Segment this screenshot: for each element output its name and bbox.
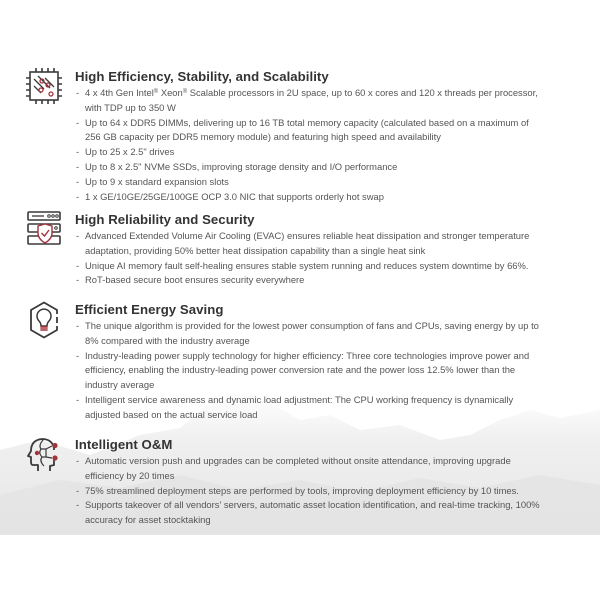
- bullet-item: - RoT-based secure boot ensures security everywhere: [76, 274, 305, 286]
- bullet-text: 75% streamlined deployment steps are performed by tools, improving deployment efficiency by 10 times.: [85, 484, 519, 496]
- bullet-item: - 4 x 4th Gen Intel® Xeon® Scalable processors in 2U space, up to 60 x cores and 120 x threads per processor, with TDP up to 350 W: [76, 87, 538, 113]
- bullet-list: [75, 319, 545, 423]
- bullet-item: - Industry-leading power supply technology for higher efficiency: Three core technologies improve power and efficiency, enabling the industry-leading power conversion rate and the power loss 12.5% lower than the industry average: [76, 349, 530, 391]
- bullet-text: Up to 64 x DDR5 DIMMs, delivering up to 16 TB total memory capacity (calculated based on a maximum of 256 GB capacity per DDR5 memory module) and featuring high speed and availability: [85, 116, 529, 143]
- bullet-list: [75, 454, 545, 528]
- bullet-item: - Up to 25 x 2.5" drives: [76, 146, 175, 158]
- section-title: Intelligent O&M: [75, 437, 173, 452]
- bullet-item: - 75% streamlined deployment steps are performed by tools, improving deployment efficiency by 10 times.: [76, 484, 519, 496]
- bullet-item: - 1 x GE/10GE/25GE/100GE OCP 3.0 NIC that supports orderly hot swap: [76, 190, 384, 202]
- bullet-text: The unique algorithm is provided for the lowest power consumption of fans and CPUs, saving energy by up to 8% compared with the industry average: [85, 320, 539, 346]
- section-title: High Efficiency, Stability, and Scalability: [75, 69, 329, 84]
- ai-head-icon: [24, 435, 64, 475]
- bullet-item: - Unique AI memory fault self-healing ensures stable system running and reduces system downtime by 66%.: [76, 259, 529, 271]
- section-title: Efficient Energy Saving: [75, 302, 224, 317]
- bullet-text: Intelligent service awareness and dynamic load adjustment: The CPU working frequency is dynamically adjusted based on the actual service load: [85, 393, 514, 420]
- bullet-item: - Automatic version push and upgrades can be completed without onsite attendance, improving upgrade efficiency by 20 times: [76, 455, 511, 481]
- bullet-item: - Up to 8 x 2.5" NVMe SSDs, improving storage density and I/O performance: [76, 160, 398, 172]
- bullet-text: Industry-leading power supply technology for higher efficiency: Three core technologies improve power and efficiency, enabling the industry-leading power conversion rate and the power loss 12.5% lower than the industry average: [85, 349, 530, 391]
- bullet-text: Advanced Extended Volume Air Cooling (EVAC) ensures reliable heat dissipation and stronger temperature adaptation, providing 50% better heat dissipation capability than a single heat sink: [85, 230, 530, 256]
- bullet-list: [75, 86, 545, 204]
- bullet-text: 1 x GE/10GE/25GE/100GE OCP 3.0 NIC that supports orderly hot swap: [85, 190, 384, 202]
- bullet-text: Automatic version push and upgrades can be completed without onsite attendance, improving upgrade efficiency by 20 times: [85, 455, 511, 481]
- lightbulb-hexagon-icon: [24, 300, 64, 340]
- bullet-item: - Advanced Extended Volume Air Cooling (EVAC) ensures reliable heat dissipation and stronger temperature adaptation, providing 50% better heat dissipation capability than a single heat sink: [76, 230, 530, 256]
- bullet-item: - Up to 9 x standard expansion slots: [76, 175, 229, 187]
- bullet-item: - Supports takeover of all vendors' servers, automatic asset location identification, and real-time tracking, 100% accuracy for asset stocktaking: [76, 499, 540, 526]
- bullet-text: Up to 25 x 2.5" drives: [85, 146, 175, 158]
- bullet-text: Up to 9 x standard expansion slots: [85, 175, 229, 187]
- bullet-text: RoT-based secure boot ensures security everywhere: [85, 274, 305, 286]
- bullet-text: Up to 8 x 2.5" NVMe SSDs, improving storage density and I/O performance: [85, 160, 398, 172]
- cpu-chip-icon: [24, 66, 64, 106]
- bullet-text: Unique AI memory fault self-healing ensures stable system running and reduces system downtime by 66%.: [85, 259, 529, 271]
- bullet-item: - Intelligent service awareness and dynamic load adjustment: The CPU working frequency is dynamically adjusted based on the actual service load: [76, 393, 514, 420]
- bullet-item: - The unique algorithm is provided for the lowest power consumption of fans and CPUs, saving energy by up to 8% compared with the industry average: [76, 320, 539, 346]
- server-shield-icon: [24, 208, 64, 248]
- bullet-item: - Up to 64 x DDR5 DIMMs, delivering up to 16 TB total memory capacity (calculated based on a maximum of 256 GB capacity per DDR5 memory module) and featuring high speed and availability: [76, 116, 529, 143]
- section-title: High Reliability and Security: [75, 212, 255, 227]
- bullet-text: Supports takeover of all vendors' servers, automatic asset location identification, and real-time tracking, 100% accuracy for asset stocktaking: [85, 499, 540, 526]
- bullet-list: [75, 229, 545, 288]
- bullet-text: 4 x 4th Gen Intel® Xeon® Scalable processors in 2U space, up to 60 x cores and 120 x threads per processor, with TDP up to 350 W: [85, 87, 538, 113]
